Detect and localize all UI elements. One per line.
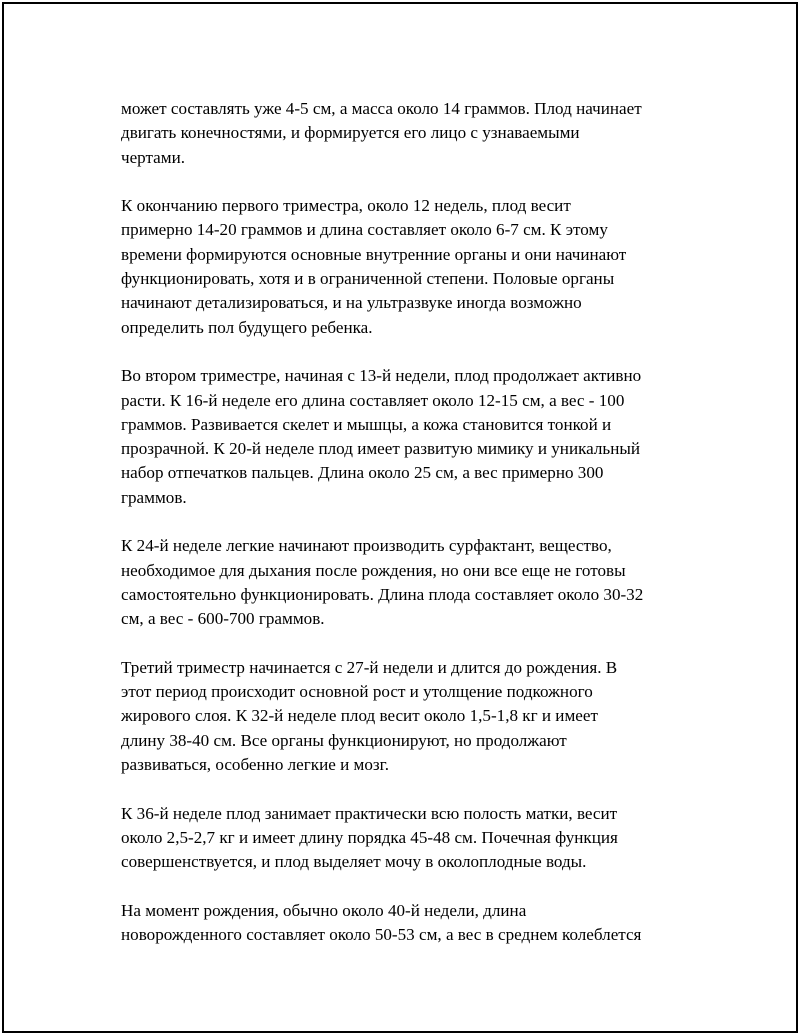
text-line: Третий триместр начинается с 27-й недели и длится до рождения. В: [121, 657, 618, 677]
text-line: прозрачной. К 20-й неделе плод имеет развитую мимику и уникальный: [121, 439, 640, 459]
text-line: начинают детализироваться, и на ультразвуке иногда возможно: [121, 293, 582, 313]
text-line: граммов.: [121, 487, 187, 507]
text-line: развиваться, особенно легкие и мозг.: [121, 755, 389, 775]
paragraph-2: [121, 194, 691, 340]
text-line: определить пол будущего ребенка.: [121, 317, 373, 337]
text-line: расти. К 16-й неделе его длина составляет около 12-15 см, а вес - 100: [121, 390, 625, 410]
document-body: [121, 97, 691, 972]
text-line: Во втором триместре, начиная с 13-й недели, плод продолжает активно: [121, 366, 642, 386]
text-line: этот период происходит основной рост и утолщение подкожного: [121, 682, 593, 702]
paragraph-4: [121, 534, 691, 631]
text-line: времени формируются основные внутренние органы и они начинают: [121, 244, 627, 264]
text-line: На момент рождения, обычно около 40-й недели, длина: [121, 900, 527, 920]
page-frame: [2, 2, 798, 1033]
text-line: двигать конечностями, и формируется его лицо с узнаваемыми: [121, 123, 580, 143]
text-line: может составлять уже 4-5 см, а масса около 14 граммов. Плод начинает: [121, 99, 642, 118]
text-line: необходимое для дыхания после рождения, но они все еще не готовы: [121, 560, 626, 580]
paragraph-6: [121, 802, 691, 875]
text-line: К окончанию первого триместра, около 12 недель, плод весит: [121, 196, 571, 216]
text-line: длину 38-40 см. Все органы функционируют, но продолжают: [121, 730, 567, 750]
text-line: примерно 14-20 граммов и длина составляет около 6-7 см. К этому: [121, 220, 608, 240]
text-line: самостоятельно функционировать. Длина плода составляет около 30-32: [121, 584, 644, 604]
text-line: совершенствуется, и плод выделяет мочу в околоплодные воды.: [121, 852, 587, 872]
paragraph-5: [121, 656, 691, 777]
text-line: новорожденного составляет около 50-53 см, а вес в среднем колеблется: [121, 925, 642, 945]
text-line: функционировать, хотя и в ограниченной степени. Половые органы: [121, 269, 615, 289]
text-line: К 36-й неделе плод занимает практически всю полость матки, весит: [121, 803, 618, 823]
text-line: К 24-й неделе легкие начинают производить сурфактант, вещество,: [121, 536, 612, 556]
text-line: набор отпечатков пальцев. Длина около 25 см, а вес примерно 300: [121, 463, 604, 483]
text-line: граммов. Развивается скелет и мышцы, а кожа становится тонкой и: [121, 414, 612, 434]
text-line: чертами.: [121, 147, 186, 167]
text-line: около 2,5-2,7 кг и имеет длину порядка 45-48 см. Почечная функция: [121, 827, 618, 847]
text-line: жирового слоя. К 32-й неделе плод весит около 1,5-1,8 кг и имеет: [121, 706, 598, 726]
paragraph-1: [121, 97, 691, 170]
paragraph-3: [121, 364, 691, 510]
paragraph-7: [121, 899, 691, 948]
text-line: см, а вес - 600-700 граммов.: [121, 609, 325, 629]
